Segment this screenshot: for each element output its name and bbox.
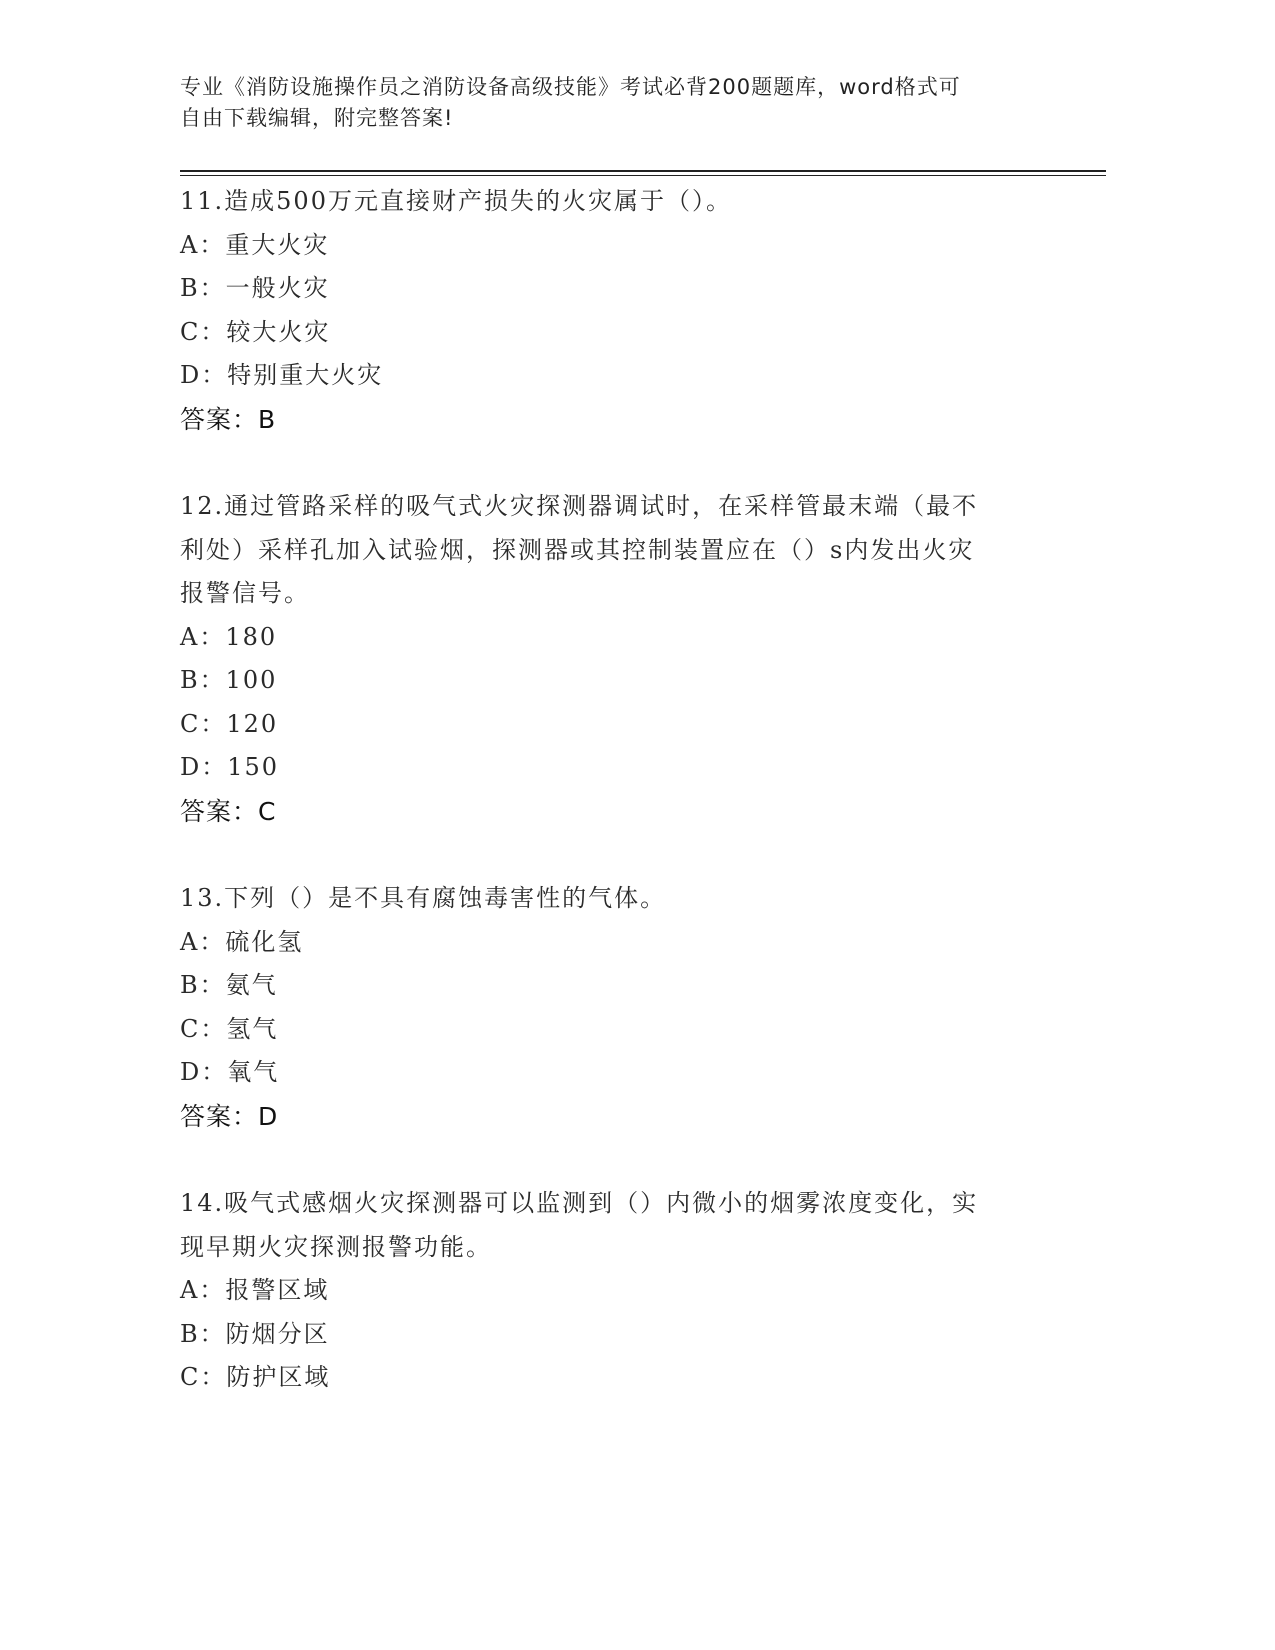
- option-b: B：一般火灾: [180, 274, 330, 302]
- question-stem: 11.造成500万元直接财产损失的火灾属于（）。: [180, 187, 732, 215]
- option-c: C：氢气: [180, 1014, 279, 1043]
- document-header: [180, 72, 1080, 134]
- option-c: C：防护区域: [180, 1363, 331, 1391]
- option-d: D：氧气: [180, 1058, 280, 1086]
- header-divider-thin: [180, 175, 1106, 176]
- option-b: B：100: [180, 666, 278, 694]
- option-d: D：150: [180, 753, 280, 781]
- question-stem-line-3: 报警信号。: [180, 579, 310, 607]
- question-stem: 13.下列（）是不具有腐蚀毒害性的气体。: [180, 884, 667, 912]
- option-b: B：防烟分区: [180, 1319, 330, 1348]
- header-divider-thick: [180, 170, 1106, 172]
- option-d: D：特别重大火灾: [180, 361, 384, 389]
- option-a: A：硫化氢: [180, 927, 304, 956]
- option-c: C：较大火灾: [180, 317, 331, 346]
- option-a: A：报警区域: [180, 1276, 330, 1304]
- question-13: [180, 877, 1050, 1138]
- answer-line: 答案：C: [180, 796, 277, 826]
- header-line-1: 专业《消防设施操作员之消防设备高级技能》考试必背200题题库，word格式可: [180, 75, 961, 99]
- question-stem-line-2: 现早期火灾探测报警功能。: [180, 1232, 492, 1261]
- answer-line: 答案：D: [180, 1101, 279, 1131]
- answer-line: 答案：B: [180, 404, 277, 434]
- question-14: [180, 1182, 1050, 1400]
- header-line-2: 自由下载编辑，附完整答案!: [180, 106, 454, 130]
- option-a: A：重大火灾: [180, 230, 330, 259]
- question-stem-line-1: 14.吸气式感烟火灾探测器可以监测到（）内微小的烟雾浓度变化，实: [180, 1189, 979, 1217]
- question-11: [180, 180, 1050, 441]
- question-stem-line-2: 利处）采样孔加入试验烟，探测器或其控制装置应在（）s内发出火灾: [180, 535, 975, 564]
- option-b: B：氨气: [180, 971, 278, 999]
- option-c: C：120: [180, 709, 279, 738]
- question-stem-line-1: 12.通过管路采样的吸气式火灾探测器调试时，在采样管最末端（最不: [180, 492, 979, 520]
- option-a: A：180: [180, 622, 278, 651]
- question-12: [180, 485, 1050, 833]
- question-list: [180, 180, 1050, 1444]
